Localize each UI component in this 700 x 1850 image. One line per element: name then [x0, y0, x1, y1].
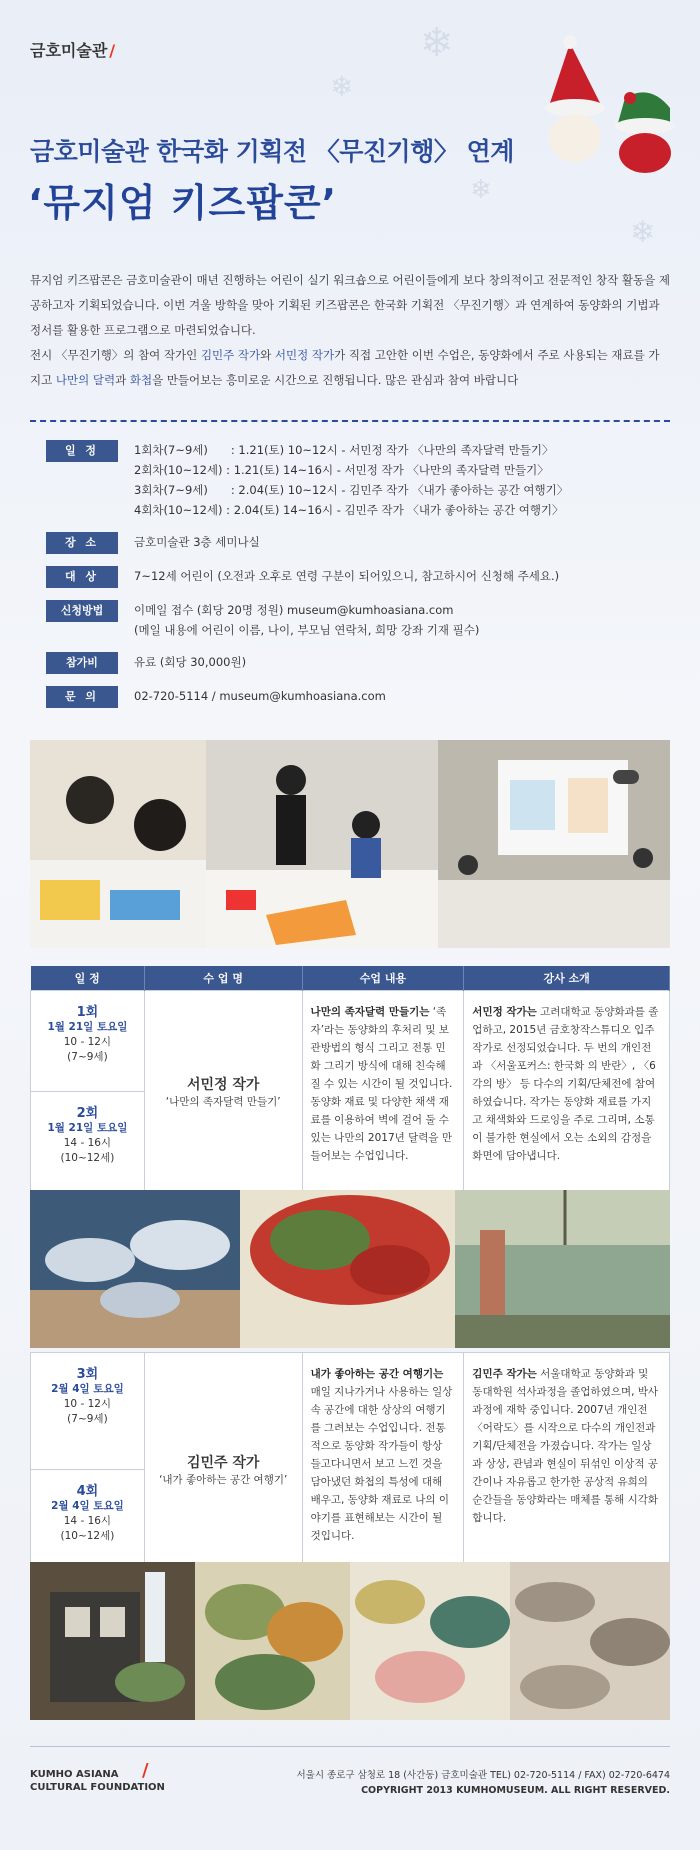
session-cell: 1회 1월 21일 토요일 10 - 12시 (7~9세) [31, 991, 145, 1092]
target-label: 대 상 [46, 566, 118, 588]
workshop-photo-1 [30, 740, 206, 948]
target-value: 7~12세 어린이 (오전과 오후로 연령 구분이 되어있으니, 참고하시어 신청해 주세요.) [134, 569, 560, 583]
class-table-2 [30, 1352, 670, 1587]
info-row-target [30, 566, 670, 588]
contact-value[interactable]: 02-720-5114 / museum@kumhoasiana.com [134, 689, 386, 703]
session-cell: 3회 2월 4일 토요일 10 - 12시 (7~9세) [31, 1353, 145, 1470]
intro-text [30, 268, 670, 393]
info-row-fee [30, 652, 670, 674]
schedule-item: 4회차(10~12세) : 2.04(토) 14~16시 - 김민주 작가 〈내가 좋아하는 공간 여행기〉 [134, 503, 564, 517]
info-row-contact [30, 686, 670, 708]
foundation-logo[interactable] [30, 1760, 165, 1794]
foundation-logo-line1: KUMHO ASIANA [30, 1769, 119, 1780]
schedule-item: 1회차(7~9세) : 1.21(토) 10~12시 - 서민정 작가 〈나만의 족자달력 만들기〉 [134, 443, 554, 457]
artwork-image [30, 1562, 195, 1720]
schedule-list [134, 440, 568, 520]
fee-value: 유료 (회당 30,000원) [134, 655, 247, 669]
table-header: 일 정 [31, 966, 145, 991]
teacher-bio-cell: 서민정 작가는 고려대학교 동양화과를 졸업하고, 2015년 금호창작스튜디오 입주작가로 선정되었습니다. 두 번의 개인전과 〈서울포커스: 한국화 의 반란〉, 〈6각의 방〉 등 다수의 기획/단체전에 참여하였습니다. 작가는 동양화 재료를 가지고 채색화와 드로잉을 주로 그리며, 소통이 불가한 현실에서 오는 소외의 감정을 화면에 담아냅니다. [464, 991, 670, 1193]
page-title: ‘뮤지엄 키즈팝콘’ [28, 181, 338, 225]
footer-address-text: 서울시 종로구 삼청로 18 (사간동) 금호미술관 TEL) 02-720-5114 / FAX) 02-720-6474 [296, 1770, 670, 1781]
fee-label: 참가비 [46, 652, 118, 674]
artwork-strip-seo [30, 1190, 670, 1348]
artwork-strip-kim [30, 1562, 670, 1720]
session-cell: 4회 2월 4일 토요일 14 - 16시 (10~12세) [31, 1470, 145, 1587]
christmas-ornaments-illustration [530, 28, 680, 178]
intro-paragraph-2: 전시 〈무진기행〉의 참여 작가인 김민주 작가와 서민정 작가가 직접 고안한 이번 수업은, 동양화에서 주로 사용되는 재료를 가지고 나만의 달력과 화첩을 만들어보는 흥미로운 시간으로 진행됩니다. 많은 관심과 참여 바랍니다 [30, 348, 660, 387]
item-album: 화첩 [129, 373, 153, 387]
teacher-cell: 김민주 작가 ‘내가 좋아하는 공간 여행기’ [144, 1353, 302, 1587]
class-table [30, 966, 670, 1193]
footer-divider [30, 1746, 670, 1747]
artwork-image [240, 1190, 455, 1348]
artwork-image [455, 1190, 670, 1348]
teacher-cell: 서민정 작가 ‘나만의 족자달력 만들기’ [144, 991, 302, 1193]
footer-address [296, 1768, 670, 1798]
workshop-photo-2 [206, 740, 438, 948]
logo-slash-icon: / [142, 1760, 149, 1781]
info-row-place [30, 532, 670, 554]
artwork-image [510, 1562, 670, 1720]
program-info [30, 440, 670, 720]
snowflake-icon: ❄ [330, 70, 354, 103]
workshop-photos [30, 740, 670, 948]
artist-name-kim: 김민주 작가 [200, 348, 261, 362]
table-header-row [31, 966, 670, 991]
place-value: 금호미술관 3층 세미나실 [134, 535, 260, 549]
place-label: 장 소 [46, 532, 118, 554]
apply-method[interactable]: 이메일 접수 (회당 20명 정원) museum@kumhoasiana.com [134, 603, 454, 617]
schedule-label: 일 정 [46, 440, 118, 462]
contact-label: 문 의 [46, 686, 118, 708]
table-row [31, 991, 670, 1092]
table-row [31, 1353, 670, 1470]
table-header: 강사 소개 [464, 966, 670, 991]
artwork-image [195, 1562, 350, 1720]
logo-text: 금호미술관 [30, 41, 108, 60]
foundation-logo-line2: CULTURAL FOUNDATION [30, 1782, 165, 1793]
snowflake-icon: ❄ [420, 20, 454, 66]
dashed-divider [30, 420, 670, 422]
table-header: 수 업 명 [144, 966, 302, 991]
workshop-photo-3 [438, 740, 670, 948]
info-row-apply [30, 600, 670, 640]
teacher-bio-cell: 김민주 작가는 서울대학교 동양화과 및 동대학원 석사과정을 졸업하였으며, 박사과정에 재학 중입니다. 2007년 개인전 〈어락도〉를 시작으로 다수의 개인전과 기획/단체전을 가졌습니다. 작가는 일상과 상상, 관념과 현실이 뒤섞인 이상적 공간이나 자유롭고 한가한 공상적 유희의 순간들을 동양화라는 매체를 통해 시각화합니다. [464, 1353, 670, 1587]
museum-logo[interactable] [30, 38, 115, 61]
artwork-image [30, 1190, 240, 1348]
intro-paragraph-1: 뮤지엄 키즈팝콘은 금호미술관이 매년 진행하는 어린이 실기 워크숍으로 어린이들에게 보다 창의적이고 전문적인 창작 활동을 제공하고자 기획되었습니다. 이번 겨울 방학을 맞아 기획된 키즈팝콘은 한국화 기획전 〈무진기행〉과 연계하여 동양화의 기법과 정서를 활용한 프로그램으로 마련되었습니다. [30, 273, 670, 337]
page-subtitle: 금호미술관 한국화 기획전 〈무진기행〉 연계 [30, 137, 514, 166]
table-header: 수업 내용 [302, 966, 464, 991]
apply-note: (메일 내용에 어린이 이름, 나이, 부모님 연락처, 희망 강좌 기재 필수) [134, 623, 480, 637]
class-content-cell: 내가 좋아하는 공간 여행기는 매일 지나가거나 사용하는 일상 속 공간에 대한 상상의 여행기를 그려보는 수업입니다. 전통적으로 동양화 작가들이 항상 들고다니면서 보고 느낀 것을 담아냈던 화첩의 특성에 대해 배우고, 동양화 재료로 나의 이야기를 표현해보는 시간이 될 것입니다. [302, 1353, 464, 1587]
apply-value [134, 600, 479, 640]
footer-copyright: COPYRIGHT 2013 KUMHOMUSEUM. ALL RIGHT RESERVED. [361, 1785, 670, 1796]
artwork-image [350, 1562, 510, 1720]
class-content-cell: 나만의 족자달력 만들기는 ‘족자’라는 동양화의 후처리 및 보관방법의 형식 그리고 전통 민화 그리기 방식에 대해 친숙해 질 수 있는 시간이 될 것입니다. 동양화 재료 및 다양한 채색 재료를 이용하여 벽에 걸어 둘 수 있는 나만의 2017년 달력을 만들어보는 수업입니다. [302, 991, 464, 1193]
snowflake-icon: ❄ [630, 215, 656, 250]
info-row-schedule [30, 440, 670, 520]
artist-name-seo: 서민정 작가 [274, 348, 335, 362]
apply-label: 신청방법 [46, 600, 118, 622]
session-cell: 2회 1월 21일 토요일 14 - 16시 (10~12세) [31, 1092, 145, 1193]
item-calendar: 나만의 달력 [55, 373, 116, 387]
schedule-item: 3회차(7~9세) : 2.04(토) 10~12시 - 김민주 작가 〈내가 좋아하는 공간 여행기〉 [134, 483, 569, 497]
snowflake-icon: ❄ [470, 175, 492, 205]
logo-slash-icon: / [109, 41, 116, 60]
schedule-item: 2회차(10~12세) : 1.21(토) 14~16시 - 서민정 작가 〈나만의 족자달력 만들기〉 [134, 463, 549, 477]
